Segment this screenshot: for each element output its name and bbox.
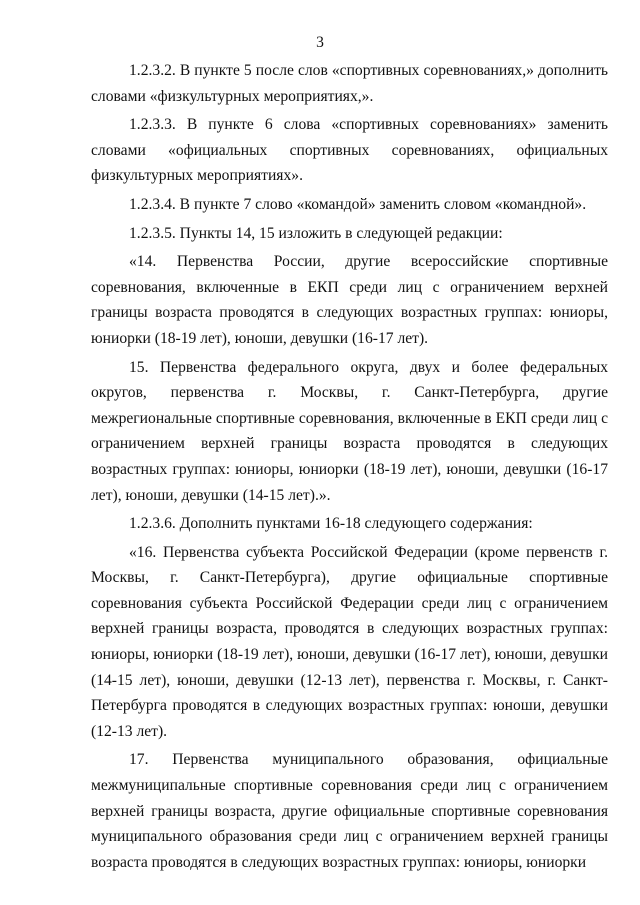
paragraph-item-16: «16. Первенства субъекта Российской Федерации (кроме первенств г. Москвы, г. Санкт-Петербурга), другие официальные спортивные соревнования субъекта Российской Федерации среди лиц с ограничением верхней границы возраста, проводятся в следующих возрастных группах: юниоры, юниорки (18-19 лет), юноши, девушки (16-17 лет), юноши, девушки (14-15 лет), юноши, девушки (12-13 лет), первенства г. Москвы, г. Санкт-Петербурга проводятся в следующих возрастных группах: юноши, девушки (12-13 лет). xyxy=(91,543,608,740)
paragraph-1-2-3-6: 1.2.3.6. Дополнить пунктами 16-18 следующего содержания: xyxy=(129,515,533,533)
paragraph-1-2-3-4: 1.2.3.4. В пункте 7 слово «командой» заменить словом «командной». xyxy=(129,195,587,213)
paragraph-item-17: 17. Первенства муниципального образования, официальные межмуниципальные спортивные соревнования среди лиц с ограничением верхней границы возраста, другие официальные спортивные соревнования муниципального образования среди лиц с ограничением верхней границы возраста проводятся в следующих возрастных группах: юниоры, юниорки xyxy=(91,751,608,871)
paragraph-1-2-3-5: 1.2.3.5. Пункты 14, 15 изложить в следующей редакции: xyxy=(129,224,503,242)
document-body xyxy=(91,58,608,878)
paragraph-item-15: 15. Первенства федерального округа, двух и более федеральных округов, первенства г. Москвы, г. Санкт-Петербурга, другие межрегиональные спортивные соревнования, включенные в ЕКП среди лиц с ограничением верхней границы возраста проводятся в следующих возрастных группах: юниоры, юниорки (18-19 лет), юноши, девушки (16-17 лет), юноши, девушки (14-15 лет).». xyxy=(91,358,608,504)
paragraph-1-2-3-3: 1.2.3.3. В пункте 6 слова «спортивных соревнованиях» заменить словами «официальных спортивных соревнованиях, официальных физкультурных мероприятиях». xyxy=(91,116,608,185)
paragraph-1-2-3-2: 1.2.3.2. В пункте 5 после слов «спортивных соревнованиях,» дополнить словами «физкультурных мероприятиях,». xyxy=(91,62,608,105)
paragraph-item-14: «14. Первенства России, другие всероссийские спортивные соревнования, включенные в ЕКП среди лиц с ограничением верхней границы возраста проводятся в следующих возрастных группах: юниоры, юниорки (18-19 лет), юноши, девушки (16-17 лет). xyxy=(91,253,608,347)
page-number: 3 xyxy=(316,34,324,51)
